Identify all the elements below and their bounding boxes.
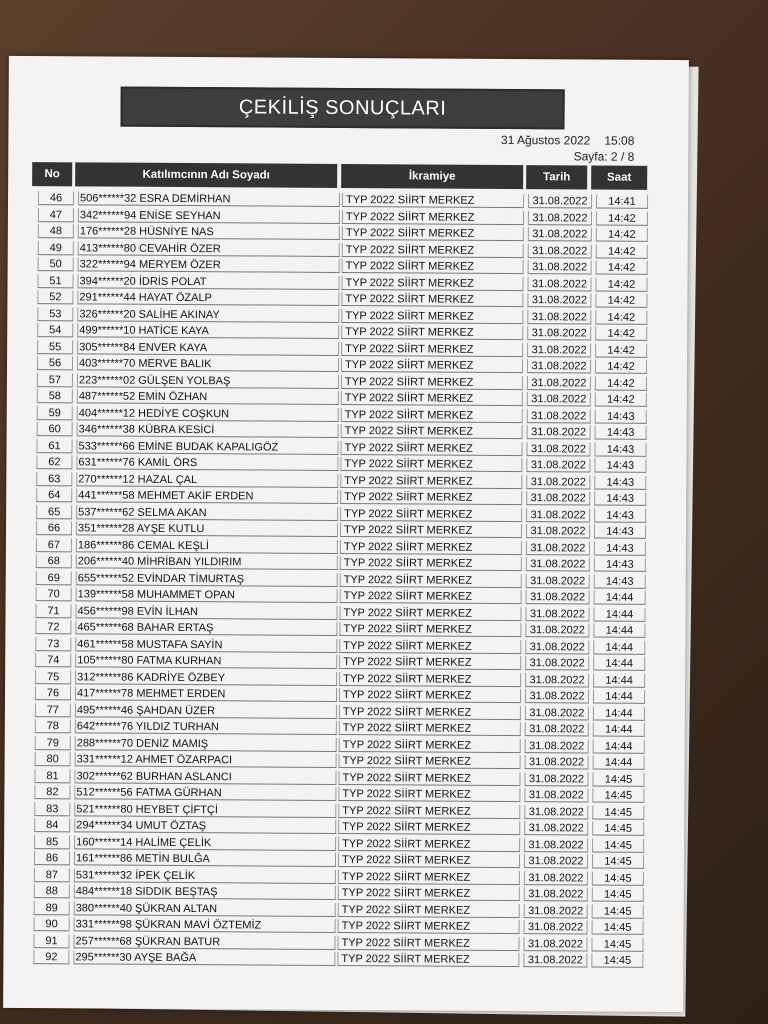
prize-name: TYP 2022 SİİRT MERKEZ bbox=[342, 242, 524, 257]
draw-date: 31.08.2022 bbox=[524, 821, 588, 835]
prize-name: TYP 2022 SİİRT MERKEZ bbox=[339, 754, 521, 769]
draw-date: 31.08.2022 bbox=[525, 623, 589, 637]
prize-name: TYP 2022 SİİRT MERKEZ bbox=[341, 275, 523, 290]
row-number: 79 bbox=[35, 736, 71, 750]
participant-name: 206******40 MİHRİBAN YILDIRIM bbox=[76, 554, 338, 570]
participant-name: 537******62 SELMA AKAN bbox=[76, 505, 338, 521]
prize-name: TYP 2022 SİİRT MERKEZ bbox=[339, 671, 521, 686]
participant-name: 302******62 BURHAN ASLANCI bbox=[74, 769, 336, 785]
participant-name: 512******56 FATMA GÜRHAN bbox=[74, 785, 336, 801]
prize-name: TYP 2022 SİİRT MERKEZ bbox=[338, 787, 520, 802]
prize-name: TYP 2022 SİİRT MERKEZ bbox=[342, 193, 524, 208]
draw-time: 14:44 bbox=[593, 657, 645, 671]
draw-time: 14:44 bbox=[593, 624, 645, 638]
draw-date: 31.08.2022 bbox=[526, 508, 590, 522]
row-number: 86 bbox=[34, 851, 70, 865]
draw-date: 31.08.2022 bbox=[524, 871, 588, 885]
draw-time: 14:42 bbox=[595, 393, 647, 407]
draw-time: 14:45 bbox=[592, 822, 644, 836]
prize-name: TYP 2022 SİİRT MERKEZ bbox=[340, 440, 522, 455]
prize-name: TYP 2022 SİİRT MERKEZ bbox=[342, 226, 524, 241]
draw-date: 31.08.2022 bbox=[525, 689, 589, 703]
participant-name: 417******78 MEHMET ERDEN bbox=[75, 686, 337, 702]
participant-name: 305******84 ENVER KAYA bbox=[77, 340, 339, 356]
row-number: 89 bbox=[34, 901, 70, 915]
participant-name: 655******52 EVİNDAR TİMURTAŞ bbox=[76, 571, 338, 587]
participant-name: 487******52 EMİN ÖZHAN bbox=[77, 389, 339, 405]
row-number: 61 bbox=[36, 439, 72, 453]
draw-time: 14:44 bbox=[593, 723, 645, 737]
prize-name: TYP 2022 SİİRT MERKEZ bbox=[341, 407, 523, 422]
draw-date: 31.08.2022 bbox=[524, 920, 588, 934]
prize-name: TYP 2022 SİİRT MERKEZ bbox=[337, 952, 519, 967]
draw-date: 31.08.2022 bbox=[525, 640, 589, 654]
draw-time: 14:44 bbox=[594, 591, 646, 605]
draw-date: 31.08.2022 bbox=[527, 343, 591, 357]
draw-time: 14:42 bbox=[596, 228, 648, 242]
draw-date: 31.08.2022 bbox=[527, 359, 591, 373]
draw-date: 31.08.2022 bbox=[526, 574, 590, 588]
draw-date: 31.08.2022 bbox=[525, 722, 589, 736]
row-number: 87 bbox=[34, 868, 70, 882]
row-number: 66 bbox=[36, 521, 72, 535]
prize-name: TYP 2022 SİİRT MERKEZ bbox=[339, 655, 521, 670]
row-number: 73 bbox=[35, 637, 71, 651]
draw-date: 31.08.2022 bbox=[526, 491, 590, 505]
participant-name: 105******80 FATMA KURHAN bbox=[75, 653, 337, 669]
draw-time: 14:43 bbox=[594, 558, 646, 572]
prize-name: TYP 2022 SİİRT MERKEZ bbox=[339, 737, 521, 752]
draw-date: 31.08.2022 bbox=[524, 772, 588, 786]
draw-time: 14:43 bbox=[594, 574, 646, 588]
row-number: 57 bbox=[37, 373, 73, 387]
participant-name: 441******58 MEHMET AKİF ERDEN bbox=[76, 488, 338, 504]
draw-time: 14:45 bbox=[592, 921, 644, 935]
participant-name: 331******12 AHMET ÖZARPACI bbox=[75, 752, 337, 768]
draw-time: 14:42 bbox=[596, 244, 648, 258]
draw-date: 31.08.2022 bbox=[526, 475, 590, 489]
draw-time: 14:45 bbox=[592, 772, 644, 786]
participant-name: 139******58 MUHAMMET OPAN bbox=[76, 587, 338, 603]
prize-name: TYP 2022 SİİRT MERKEZ bbox=[338, 919, 520, 934]
draw-time: 14:44 bbox=[593, 706, 645, 720]
draw-date: 31.08.2022 bbox=[524, 854, 588, 868]
page-title: ÇEKİLİŞ SONUÇLARI bbox=[120, 87, 564, 130]
row-number: 72 bbox=[35, 620, 71, 634]
draw-date: 31.08.2022 bbox=[524, 904, 588, 918]
draw-date: 31.08.2022 bbox=[528, 244, 592, 258]
prize-name: TYP 2022 SİİRT MERKEZ bbox=[339, 622, 521, 637]
row-number: 84 bbox=[34, 818, 70, 832]
draw-time: 14:44 bbox=[593, 690, 645, 704]
draw-time: 14:43 bbox=[595, 409, 647, 423]
row-number: 80 bbox=[35, 752, 71, 766]
participant-name: 456******98 EVİN İLHAN bbox=[75, 604, 337, 620]
draw-date: 31.08.2022 bbox=[524, 887, 588, 901]
document-time: 15:08 bbox=[604, 133, 635, 148]
prize-name: TYP 2022 SİİRT MERKEZ bbox=[341, 358, 523, 373]
prize-name: TYP 2022 SİİRT MERKEZ bbox=[341, 325, 523, 340]
participant-name: 521******80 HEYBET ÇİFTÇİ bbox=[74, 802, 336, 818]
draw-date: 31.08.2022 bbox=[525, 706, 589, 720]
prize-name: TYP 2022 SİİRT MERKEZ bbox=[340, 539, 522, 554]
participant-name: 631******76 KAMİL ÖRS bbox=[76, 455, 338, 471]
draw-date: 31.08.2022 bbox=[528, 211, 592, 225]
participant-name: 380******40 ŞÜKRAN ALTAN bbox=[74, 901, 336, 917]
row-number: 78 bbox=[35, 719, 71, 733]
draw-time: 14:41 bbox=[596, 195, 648, 209]
prize-name: TYP 2022 SİİRT MERKEZ bbox=[340, 506, 522, 521]
draw-date: 31.08.2022 bbox=[527, 376, 591, 390]
participant-name: 461******58 MUSTAFA SAYİN bbox=[75, 637, 337, 653]
draw-date: 31.08.2022 bbox=[528, 227, 592, 241]
row-number: 51 bbox=[37, 274, 73, 288]
prize-name: TYP 2022 SİİRT MERKEZ bbox=[342, 259, 524, 274]
participant-name: 531******32 İPEK ÇELİK bbox=[74, 868, 336, 884]
draw-time: 14:45 bbox=[592, 805, 644, 819]
row-number: 55 bbox=[37, 340, 73, 354]
participant-name: 484******18 SIDDIK BEŞTAŞ bbox=[74, 884, 336, 900]
row-number: 69 bbox=[36, 571, 72, 585]
participant-name: 257******68 ŞÜKRAN BATUR bbox=[73, 934, 335, 950]
draw-time: 14:43 bbox=[594, 525, 646, 539]
row-number: 75 bbox=[35, 670, 71, 684]
header-name: Katılımcının Adı Soyadı bbox=[75, 162, 337, 188]
participant-name: 465******68 BAHAR ERTAŞ bbox=[75, 620, 337, 636]
row-number: 81 bbox=[34, 769, 70, 783]
prize-name: TYP 2022 SİİRT MERKEZ bbox=[342, 209, 524, 224]
draw-time: 14:44 bbox=[593, 673, 645, 687]
row-number: 82 bbox=[34, 785, 70, 799]
participant-name: 642******76 YILDIZ TURHAN bbox=[75, 719, 337, 735]
row-number: 60 bbox=[37, 422, 73, 436]
row-number: 68 bbox=[36, 554, 72, 568]
draw-time: 14:43 bbox=[594, 541, 646, 555]
draw-time: 14:42 bbox=[595, 343, 647, 357]
draw-date: 31.08.2022 bbox=[527, 293, 591, 307]
draw-date: 31.08.2022 bbox=[526, 590, 590, 604]
draw-time: 14:45 bbox=[591, 954, 643, 968]
prize-name: TYP 2022 SİİRT MERKEZ bbox=[337, 935, 519, 950]
draw-date: 31.08.2022 bbox=[526, 541, 590, 555]
participant-name: 270******12 HAZAL ÇAL bbox=[76, 472, 338, 488]
draw-time: 14:43 bbox=[594, 508, 646, 522]
draw-time: 14:42 bbox=[595, 360, 647, 374]
prize-name: TYP 2022 SİİRT MERKEZ bbox=[338, 902, 520, 917]
draw-time: 14:45 bbox=[592, 855, 644, 869]
draw-date: 31.08.2022 bbox=[528, 260, 592, 274]
row-number: 65 bbox=[36, 505, 72, 519]
draw-time: 14:45 bbox=[591, 937, 643, 951]
participant-name: 394******20 İDRİS POLAT bbox=[77, 274, 339, 290]
draw-date: 31.08.2022 bbox=[527, 409, 591, 423]
participant-name: 346******38 KÜBRA KESİCİ bbox=[77, 422, 339, 438]
draw-time: 14:44 bbox=[593, 739, 645, 753]
document-meta bbox=[501, 132, 635, 165]
draw-time: 14:42 bbox=[595, 327, 647, 341]
participant-name: 288******70 DENİZ MAMIŞ bbox=[75, 736, 337, 752]
row-number: 49 bbox=[38, 241, 74, 255]
draw-date: 31.08.2022 bbox=[526, 442, 590, 456]
row-number: 54 bbox=[37, 323, 73, 337]
row-number: 64 bbox=[36, 488, 72, 502]
draw-date: 31.08.2022 bbox=[527, 326, 591, 340]
prize-name: TYP 2022 SİİRT MERKEZ bbox=[341, 391, 523, 406]
header-date: Tarih bbox=[526, 165, 587, 189]
draw-time: 14:44 bbox=[593, 607, 645, 621]
header-no: No bbox=[32, 162, 72, 186]
draw-date: 31.08.2022 bbox=[525, 739, 589, 753]
row-number: 90 bbox=[34, 917, 70, 931]
row-number: 46 bbox=[38, 191, 74, 205]
row-number: 50 bbox=[38, 257, 74, 271]
draw-time: 14:44 bbox=[593, 640, 645, 654]
draw-time: 14:45 bbox=[592, 838, 644, 852]
prize-name: TYP 2022 SİİRT MERKEZ bbox=[341, 292, 523, 307]
participant-name: 186******86 CEMAL KEŞLİ bbox=[76, 538, 338, 554]
participant-name: 404******12 HEDİYE COŞKUN bbox=[77, 406, 339, 422]
prize-name: TYP 2022 SİİRT MERKEZ bbox=[340, 589, 522, 604]
row-number: 59 bbox=[37, 406, 73, 420]
row-number: 52 bbox=[37, 290, 73, 304]
participant-name: 533******66 EMİNE BUDAK KAPALIGÖZ bbox=[76, 439, 338, 455]
row-number: 71 bbox=[35, 604, 71, 618]
draw-date: 31.08.2022 bbox=[527, 425, 591, 439]
draw-time: 14:42 bbox=[596, 261, 648, 275]
participant-name: 322******94 MERYEM ÖZER bbox=[78, 257, 340, 273]
prize-name: TYP 2022 SİİRT MERKEZ bbox=[339, 688, 521, 703]
prize-name: TYP 2022 SİİRT MERKEZ bbox=[341, 374, 523, 389]
prize-name: TYP 2022 SİİRT MERKEZ bbox=[340, 490, 522, 505]
participant-name: 326******20 SALİHE AKINAY bbox=[77, 307, 339, 323]
document-page bbox=[3, 56, 689, 1012]
draw-time: 14:42 bbox=[595, 277, 647, 291]
header-prize: İkramiye bbox=[341, 164, 523, 189]
row-number: 88 bbox=[34, 884, 70, 898]
row-number: 91 bbox=[33, 934, 69, 948]
prize-name: TYP 2022 SİİRT MERKEZ bbox=[341, 308, 523, 323]
prize-name: TYP 2022 SİİRT MERKEZ bbox=[339, 704, 521, 719]
draw-time: 14:43 bbox=[594, 492, 646, 506]
draw-date: 31.08.2022 bbox=[526, 557, 590, 571]
draw-date: 31.08.2022 bbox=[523, 937, 587, 951]
draw-time: 14:42 bbox=[595, 294, 647, 308]
draw-date: 31.08.2022 bbox=[527, 310, 591, 324]
draw-date: 31.08.2022 bbox=[527, 392, 591, 406]
results-table bbox=[27, 190, 652, 969]
prize-name: TYP 2022 SİİRT MERKEZ bbox=[338, 869, 520, 884]
participant-name: 291******44 HAYAT ÖZALP bbox=[77, 290, 339, 306]
row-number: 67 bbox=[36, 538, 72, 552]
participant-name: 223******02 GÜLŞEN YOLBAŞ bbox=[77, 373, 339, 389]
row-number: 76 bbox=[35, 686, 71, 700]
prize-name: TYP 2022 SİİRT MERKEZ bbox=[338, 836, 520, 851]
draw-date: 31.08.2022 bbox=[524, 838, 588, 852]
row-number: 85 bbox=[34, 835, 70, 849]
prize-name: TYP 2022 SİİRT MERKEZ bbox=[338, 886, 520, 901]
prize-name: TYP 2022 SİİRT MERKEZ bbox=[339, 638, 521, 653]
participant-name: 413******80 CEVAHİR ÖZER bbox=[78, 241, 340, 257]
participant-name: 351******28 AYŞE KUTLU bbox=[76, 521, 338, 537]
document-date: 31 Ağustos 2022 bbox=[500, 132, 591, 148]
row-number: 62 bbox=[36, 455, 72, 469]
draw-time: 14:43 bbox=[594, 442, 646, 456]
table-row bbox=[27, 949, 647, 969]
draw-time: 14:43 bbox=[594, 475, 646, 489]
draw-time: 14:43 bbox=[595, 426, 647, 440]
prize-name: TYP 2022 SİİRT MERKEZ bbox=[340, 556, 522, 571]
draw-time: 14:42 bbox=[596, 211, 648, 225]
prize-name: TYP 2022 SİİRT MERKEZ bbox=[339, 721, 521, 736]
prize-name: TYP 2022 SİİRT MERKEZ bbox=[340, 572, 522, 587]
draw-time: 14:45 bbox=[592, 871, 644, 885]
participant-name: 342******94 ENİSE SEYHAN bbox=[78, 208, 340, 224]
draw-date: 31.08.2022 bbox=[525, 656, 589, 670]
row-number: 58 bbox=[37, 389, 73, 403]
participant-name: 499******10 HATİCE KAYA bbox=[77, 323, 339, 339]
draw-time: 14:42 bbox=[595, 310, 647, 324]
prize-name: TYP 2022 SİİRT MERKEZ bbox=[341, 424, 523, 439]
prize-name: TYP 2022 SİİRT MERKEZ bbox=[338, 803, 520, 818]
page-number: Sayfa: 2 / 8 bbox=[573, 149, 635, 164]
draw-time: 14:45 bbox=[592, 904, 644, 918]
participant-name: 294******34 UMUT ÖZTAŞ bbox=[74, 818, 336, 834]
draw-date: 31.08.2022 bbox=[526, 524, 590, 538]
draw-time: 14:45 bbox=[592, 789, 644, 803]
draw-date: 31.08.2022 bbox=[525, 607, 589, 621]
row-number: 83 bbox=[34, 802, 70, 816]
row-number: 56 bbox=[37, 356, 73, 370]
draw-time: 14:42 bbox=[595, 376, 647, 390]
row-number: 63 bbox=[36, 472, 72, 486]
prize-name: TYP 2022 SİİRT MERKEZ bbox=[340, 523, 522, 538]
prize-name: TYP 2022 SİİRT MERKEZ bbox=[340, 473, 522, 488]
prize-name: TYP 2022 SİİRT MERKEZ bbox=[340, 457, 522, 472]
participant-name: 403******70 MERVE BALIK bbox=[77, 356, 339, 372]
row-number: 77 bbox=[35, 703, 71, 717]
participant-name: 160******14 HALİME ÇELİK bbox=[74, 835, 336, 851]
row-number: 70 bbox=[36, 587, 72, 601]
participant-name: 161******86 METİN BULĞA bbox=[74, 851, 336, 867]
draw-date: 31.08.2022 bbox=[524, 805, 588, 819]
draw-date: 31.08.2022 bbox=[526, 458, 590, 472]
draw-date: 31.08.2022 bbox=[527, 277, 591, 291]
prize-name: TYP 2022 SİİRT MERKEZ bbox=[338, 820, 520, 835]
prize-name: TYP 2022 SİİRT MERKEZ bbox=[341, 341, 523, 356]
draw-date: 31.08.2022 bbox=[528, 194, 592, 208]
row-number: 53 bbox=[37, 307, 73, 321]
draw-time: 14:43 bbox=[594, 459, 646, 473]
participant-name: 176******28 HÜSNİYE NAS bbox=[78, 224, 340, 240]
prize-name: TYP 2022 SİİRT MERKEZ bbox=[338, 770, 520, 785]
draw-date: 31.08.2022 bbox=[525, 755, 589, 769]
draw-date: 31.08.2022 bbox=[525, 673, 589, 687]
participant-name: 295******30 AYŞE BAĞA bbox=[73, 950, 335, 966]
row-number: 92 bbox=[33, 950, 69, 964]
participant-name: 506******32 ESRA DEMİRHAN bbox=[78, 191, 340, 207]
draw-date: 31.08.2022 bbox=[524, 788, 588, 802]
participant-name: 331******98 ŞÜKRAN MAVİ ÖZTEMİZ bbox=[74, 917, 336, 933]
draw-date: 31.08.2022 bbox=[523, 953, 587, 967]
row-number: 47 bbox=[38, 208, 74, 222]
header-time: Saat bbox=[591, 165, 647, 189]
prize-name: TYP 2022 SİİRT MERKEZ bbox=[339, 605, 521, 620]
row-number: 74 bbox=[35, 653, 71, 667]
participant-name: 312******86 KADRİYE ÖZBEY bbox=[75, 670, 337, 686]
prize-name: TYP 2022 SİİRT MERKEZ bbox=[338, 853, 520, 868]
draw-time: 14:45 bbox=[592, 888, 644, 902]
participant-name: 495******46 ŞAHDAN ÜZER bbox=[75, 703, 337, 719]
draw-time: 14:44 bbox=[593, 756, 645, 770]
row-number: 48 bbox=[38, 224, 74, 238]
